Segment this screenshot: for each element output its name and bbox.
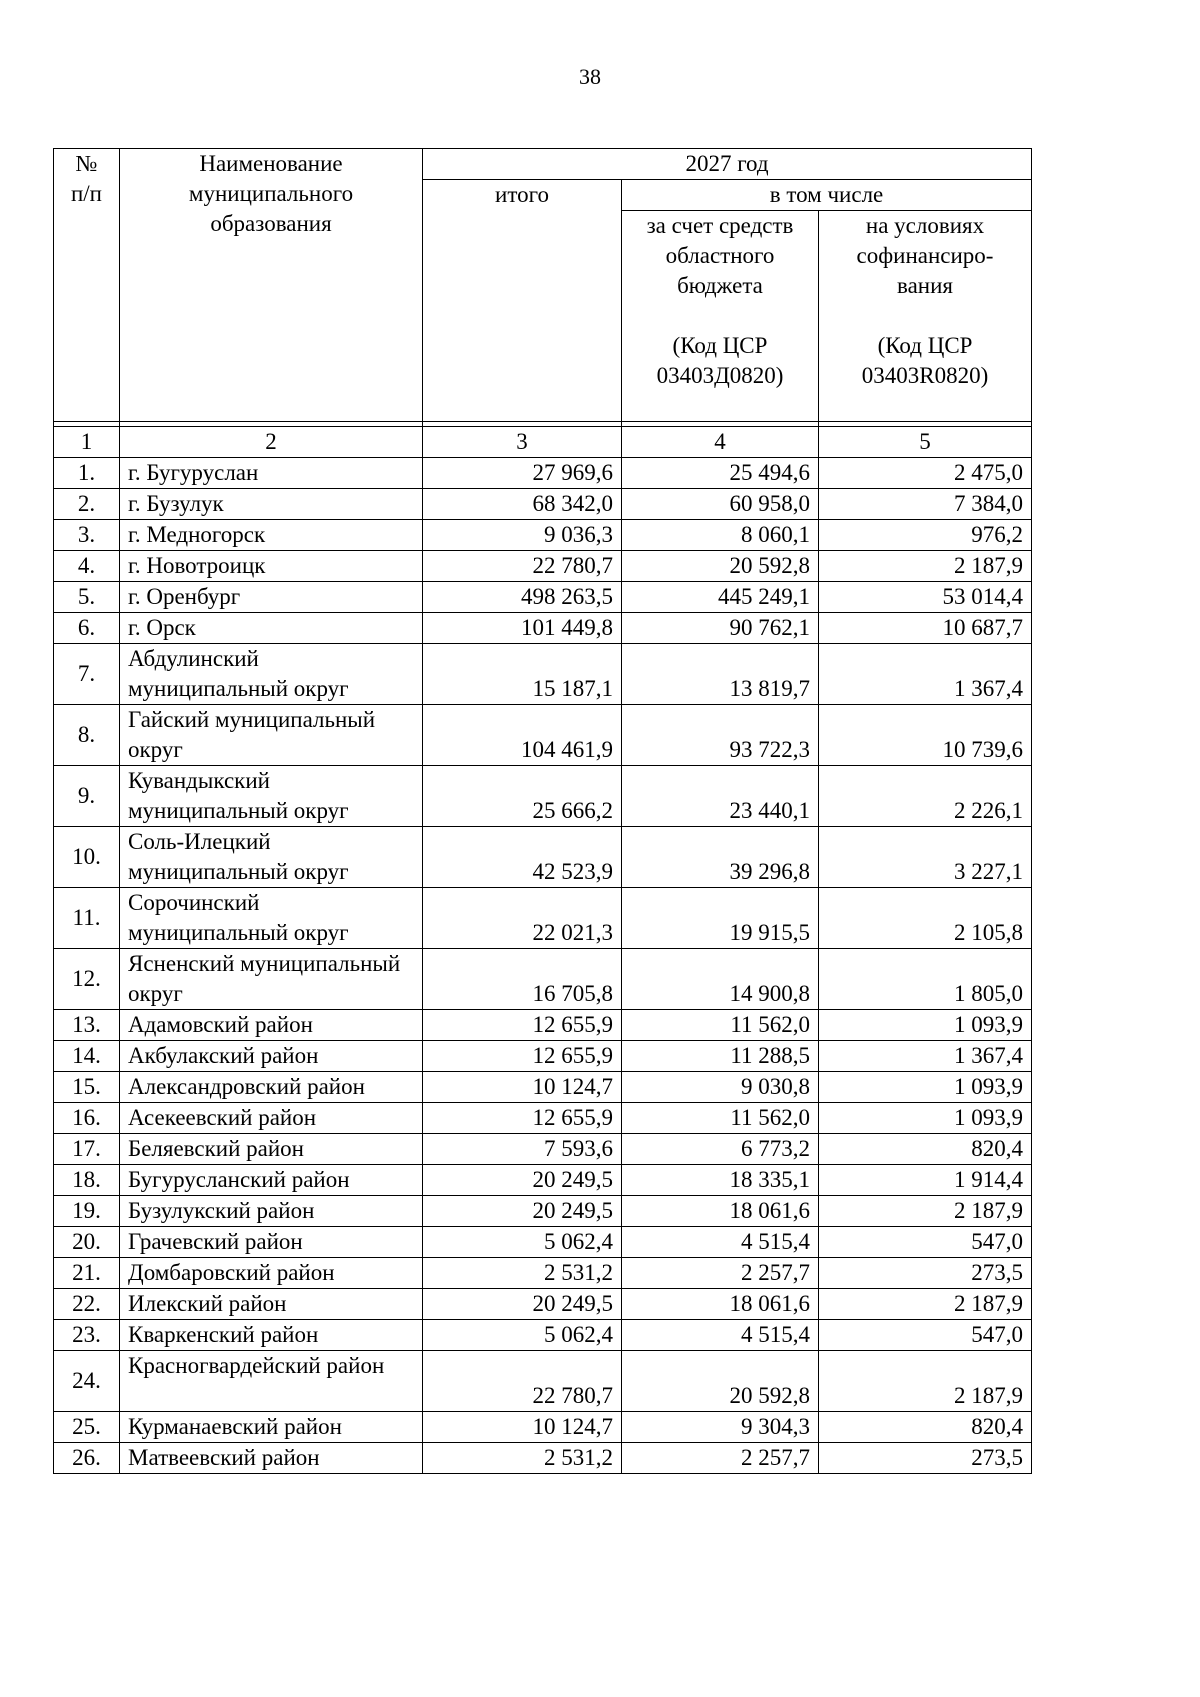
cofinancing-value: 7 384,0 [819, 489, 1032, 520]
regional-budget-value: 6 773,2 [622, 1134, 819, 1165]
cofinancing-value: 820,4 [819, 1134, 1032, 1165]
row-number: 8. [54, 705, 120, 766]
row-number: 22. [54, 1289, 120, 1320]
municipality-name: Бузулукский район [120, 1196, 423, 1227]
cofinancing-value: 547,0 [819, 1320, 1032, 1351]
table-row [54, 1227, 1032, 1258]
row-number: 25. [54, 1412, 120, 1443]
row-number: 12. [54, 949, 120, 1010]
cofinancing-value: 10 739,6 [819, 705, 1032, 766]
column-number-row [54, 427, 1032, 458]
cofinancing-value: 976,2 [819, 520, 1032, 551]
header-number-text: № п/п [70, 151, 102, 206]
row-number: 23. [54, 1320, 120, 1351]
regional-budget-value: 19 915,5 [622, 888, 819, 949]
total-value: 2 531,2 [423, 1443, 622, 1474]
regional-budget-value: 445 249,1 [622, 582, 819, 613]
table-header [54, 149, 1032, 458]
municipality-name: г. Орск [120, 613, 423, 644]
cofinancing-value: 2 187,9 [819, 1196, 1032, 1227]
regional-budget-value: 20 592,8 [622, 1351, 819, 1412]
regional-budget-value: 11 562,0 [622, 1103, 819, 1134]
total-value: 498 263,5 [423, 582, 622, 613]
municipality-name: г. Оренбург [120, 582, 423, 613]
row-number: 10. [54, 827, 120, 888]
total-value: 20 249,5 [423, 1289, 622, 1320]
header-cofinancing-code: (Код ЦСР 03403R0820) [861, 333, 989, 388]
total-value: 2 531,2 [423, 1258, 622, 1289]
total-value: 68 342,0 [423, 489, 622, 520]
municipality-name: Абдулинский муниципальный округ [120, 644, 423, 705]
cofinancing-value: 1 367,4 [819, 644, 1032, 705]
cofinancing-value: 1 093,9 [819, 1103, 1032, 1134]
municipality-name: Сорочинский муниципальный округ [120, 888, 423, 949]
total-value: 12 655,9 [423, 1103, 622, 1134]
municipality-name: г. Новотроицк [120, 551, 423, 582]
total-value: 25 666,2 [423, 766, 622, 827]
municipality-name: Соль-Илецкий муниципальный округ [120, 827, 423, 888]
municipality-name: Кваркенский район [120, 1320, 423, 1351]
row-number: 19. [54, 1196, 120, 1227]
cofinancing-value: 2 226,1 [819, 766, 1032, 827]
row-number: 6. [54, 613, 120, 644]
cofinancing-value: 53 014,4 [819, 582, 1032, 613]
municipality-name: Курманаевский район [120, 1412, 423, 1443]
column-number: 1 [54, 427, 120, 458]
row-number: 20. [54, 1227, 120, 1258]
municipality-name: Домбаровский район [120, 1258, 423, 1289]
municipality-name: Гайский муниципальный округ [120, 705, 423, 766]
regional-budget-value: 20 592,8 [622, 551, 819, 582]
row-number: 16. [54, 1103, 120, 1134]
cofinancing-value: 1 805,0 [819, 949, 1032, 1010]
regional-budget-value: 25 494,6 [622, 458, 819, 489]
cofinancing-value: 2 187,9 [819, 1351, 1032, 1412]
cofinancing-value: 273,5 [819, 1258, 1032, 1289]
cofinancing-value: 10 687,7 [819, 613, 1032, 644]
table-row [54, 705, 1032, 766]
municipality-name: Ясненский муниципальный округ [120, 949, 423, 1010]
row-number: 3. [54, 520, 120, 551]
table-row [54, 888, 1032, 949]
regional-budget-value: 18 061,6 [622, 1196, 819, 1227]
total-value: 10 124,7 [423, 1412, 622, 1443]
total-value: 15 187,1 [423, 644, 622, 705]
row-number: 18. [54, 1165, 120, 1196]
municipality-name: Матвеевский район [120, 1443, 423, 1474]
regional-budget-value: 60 958,0 [622, 489, 819, 520]
regional-budget-value: 8 060,1 [622, 520, 819, 551]
column-number: 4 [622, 427, 819, 458]
row-number: 13. [54, 1010, 120, 1041]
cofinancing-value: 3 227,1 [819, 827, 1032, 888]
municipality-name: г. Бузулук [120, 489, 423, 520]
table-row [54, 1103, 1032, 1134]
regional-budget-value: 18 335,1 [622, 1165, 819, 1196]
cofinancing-value: 2 187,9 [819, 551, 1032, 582]
total-value: 5 062,4 [423, 1227, 622, 1258]
cofinancing-value: 1 367,4 [819, 1041, 1032, 1072]
table-row [54, 520, 1032, 551]
total-value: 42 523,9 [423, 827, 622, 888]
regional-budget-value: 93 722,3 [622, 705, 819, 766]
table-row [54, 1412, 1032, 1443]
cofinancing-value: 1 093,9 [819, 1072, 1032, 1103]
municipality-name: г. Бугуруслан [120, 458, 423, 489]
header-municipality-text: Наименование муниципального образования [188, 151, 354, 236]
cofinancing-value: 273,5 [819, 1443, 1032, 1474]
regional-budget-value: 4 515,4 [622, 1227, 819, 1258]
municipality-name: Александровский район [120, 1072, 423, 1103]
total-value: 10 124,7 [423, 1072, 622, 1103]
table-row [54, 1134, 1032, 1165]
table-row [54, 827, 1032, 888]
table-row [54, 1010, 1032, 1041]
table-row [54, 1289, 1032, 1320]
municipality-name: Кувандыкский муниципальный округ [120, 766, 423, 827]
table-row [54, 1351, 1032, 1412]
table-row [54, 489, 1032, 520]
total-value: 104 461,9 [423, 705, 622, 766]
regional-budget-value: 9 030,8 [622, 1072, 819, 1103]
total-value: 16 705,8 [423, 949, 622, 1010]
total-value: 12 655,9 [423, 1041, 622, 1072]
total-value: 22 780,7 [423, 1351, 622, 1412]
table-body [54, 458, 1032, 1474]
regional-budget-value: 39 296,8 [622, 827, 819, 888]
table-row [54, 551, 1032, 582]
row-number: 14. [54, 1041, 120, 1072]
row-number: 1. [54, 458, 120, 489]
table-row [54, 582, 1032, 613]
table-row [54, 1443, 1032, 1474]
table-row [54, 1072, 1032, 1103]
total-value: 20 249,5 [423, 1196, 622, 1227]
table-row [54, 613, 1032, 644]
row-number: 17. [54, 1134, 120, 1165]
municipality-name: Грачевский район [120, 1227, 423, 1258]
row-number: 21. [54, 1258, 120, 1289]
table-row [54, 644, 1032, 705]
cofinancing-value: 1 914,4 [819, 1165, 1032, 1196]
cofinancing-value: 820,4 [819, 1412, 1032, 1443]
municipality-name: Акбулакский район [120, 1041, 423, 1072]
header-municipality [120, 149, 423, 422]
municipality-name: Красногвардейский район [120, 1351, 423, 1412]
table-row [54, 1258, 1032, 1289]
regional-budget-value: 90 762,1 [622, 613, 819, 644]
cofinancing-value: 1 093,9 [819, 1010, 1032, 1041]
table-row [54, 949, 1032, 1010]
row-number: 15. [54, 1072, 120, 1103]
row-number: 4. [54, 551, 120, 582]
total-value: 22 780,7 [423, 551, 622, 582]
total-value: 9 036,3 [423, 520, 622, 551]
municipality-name: Беляевский район [120, 1134, 423, 1165]
table-row [54, 766, 1032, 827]
regional-budget-value: 2 257,7 [622, 1258, 819, 1289]
cofinancing-value: 2 475,0 [819, 458, 1032, 489]
municipality-name: Асекеевский район [120, 1103, 423, 1134]
row-number: 24. [54, 1351, 120, 1412]
row-number: 11. [54, 888, 120, 949]
total-value: 101 449,8 [423, 613, 622, 644]
total-value: 20 249,5 [423, 1165, 622, 1196]
municipality-name: Илекский район [120, 1289, 423, 1320]
municipality-name: Адамовский район [120, 1010, 423, 1041]
header-total: итого [423, 180, 622, 422]
cofinancing-value: 2 105,8 [819, 888, 1032, 949]
column-number: 5 [819, 427, 1032, 458]
regional-budget-value: 23 440,1 [622, 766, 819, 827]
regional-budget-value: 9 304,3 [622, 1412, 819, 1443]
header-regional-budget [622, 211, 819, 422]
total-value: 22 021,3 [423, 888, 622, 949]
budget-table [53, 148, 1032, 1474]
table-row [54, 1320, 1032, 1351]
municipality-name: Бугурусланский район [120, 1165, 423, 1196]
header-cofinancing [819, 211, 1032, 422]
row-number: 5. [54, 582, 120, 613]
header-regional-code: (Код ЦСР 03403Д0820) [656, 333, 784, 388]
regional-budget-value: 11 562,0 [622, 1010, 819, 1041]
regional-budget-value: 11 288,5 [622, 1041, 819, 1072]
total-value: 27 969,6 [423, 458, 622, 489]
cofinancing-value: 2 187,9 [819, 1289, 1032, 1320]
header-year: 2027 год [423, 149, 1032, 180]
table-row [54, 1165, 1032, 1196]
table-row [54, 1041, 1032, 1072]
cofinancing-value: 547,0 [819, 1227, 1032, 1258]
total-value: 7 593,6 [423, 1134, 622, 1165]
total-value: 12 655,9 [423, 1010, 622, 1041]
regional-budget-value: 18 061,6 [622, 1289, 819, 1320]
header-number [54, 149, 120, 422]
table-row [54, 1196, 1032, 1227]
regional-budget-value: 13 819,7 [622, 644, 819, 705]
column-number: 2 [120, 427, 423, 458]
row-number: 7. [54, 644, 120, 705]
header-regional-text: за счет средств областного бюджета [646, 213, 794, 298]
total-value: 5 062,4 [423, 1320, 622, 1351]
municipality-name: г. Медногорск [120, 520, 423, 551]
table-row [54, 458, 1032, 489]
column-number: 3 [423, 427, 622, 458]
regional-budget-value: 14 900,8 [622, 949, 819, 1010]
row-number: 2. [54, 489, 120, 520]
row-number: 26. [54, 1443, 120, 1474]
row-number: 9. [54, 766, 120, 827]
regional-budget-value: 4 515,4 [622, 1320, 819, 1351]
header-cofinancing-text: на условиях софинансиро-вания [856, 213, 994, 298]
page-number: 38 [579, 64, 601, 89]
regional-budget-value: 2 257,7 [622, 1443, 819, 1474]
header-including: в том числе [622, 180, 1032, 211]
